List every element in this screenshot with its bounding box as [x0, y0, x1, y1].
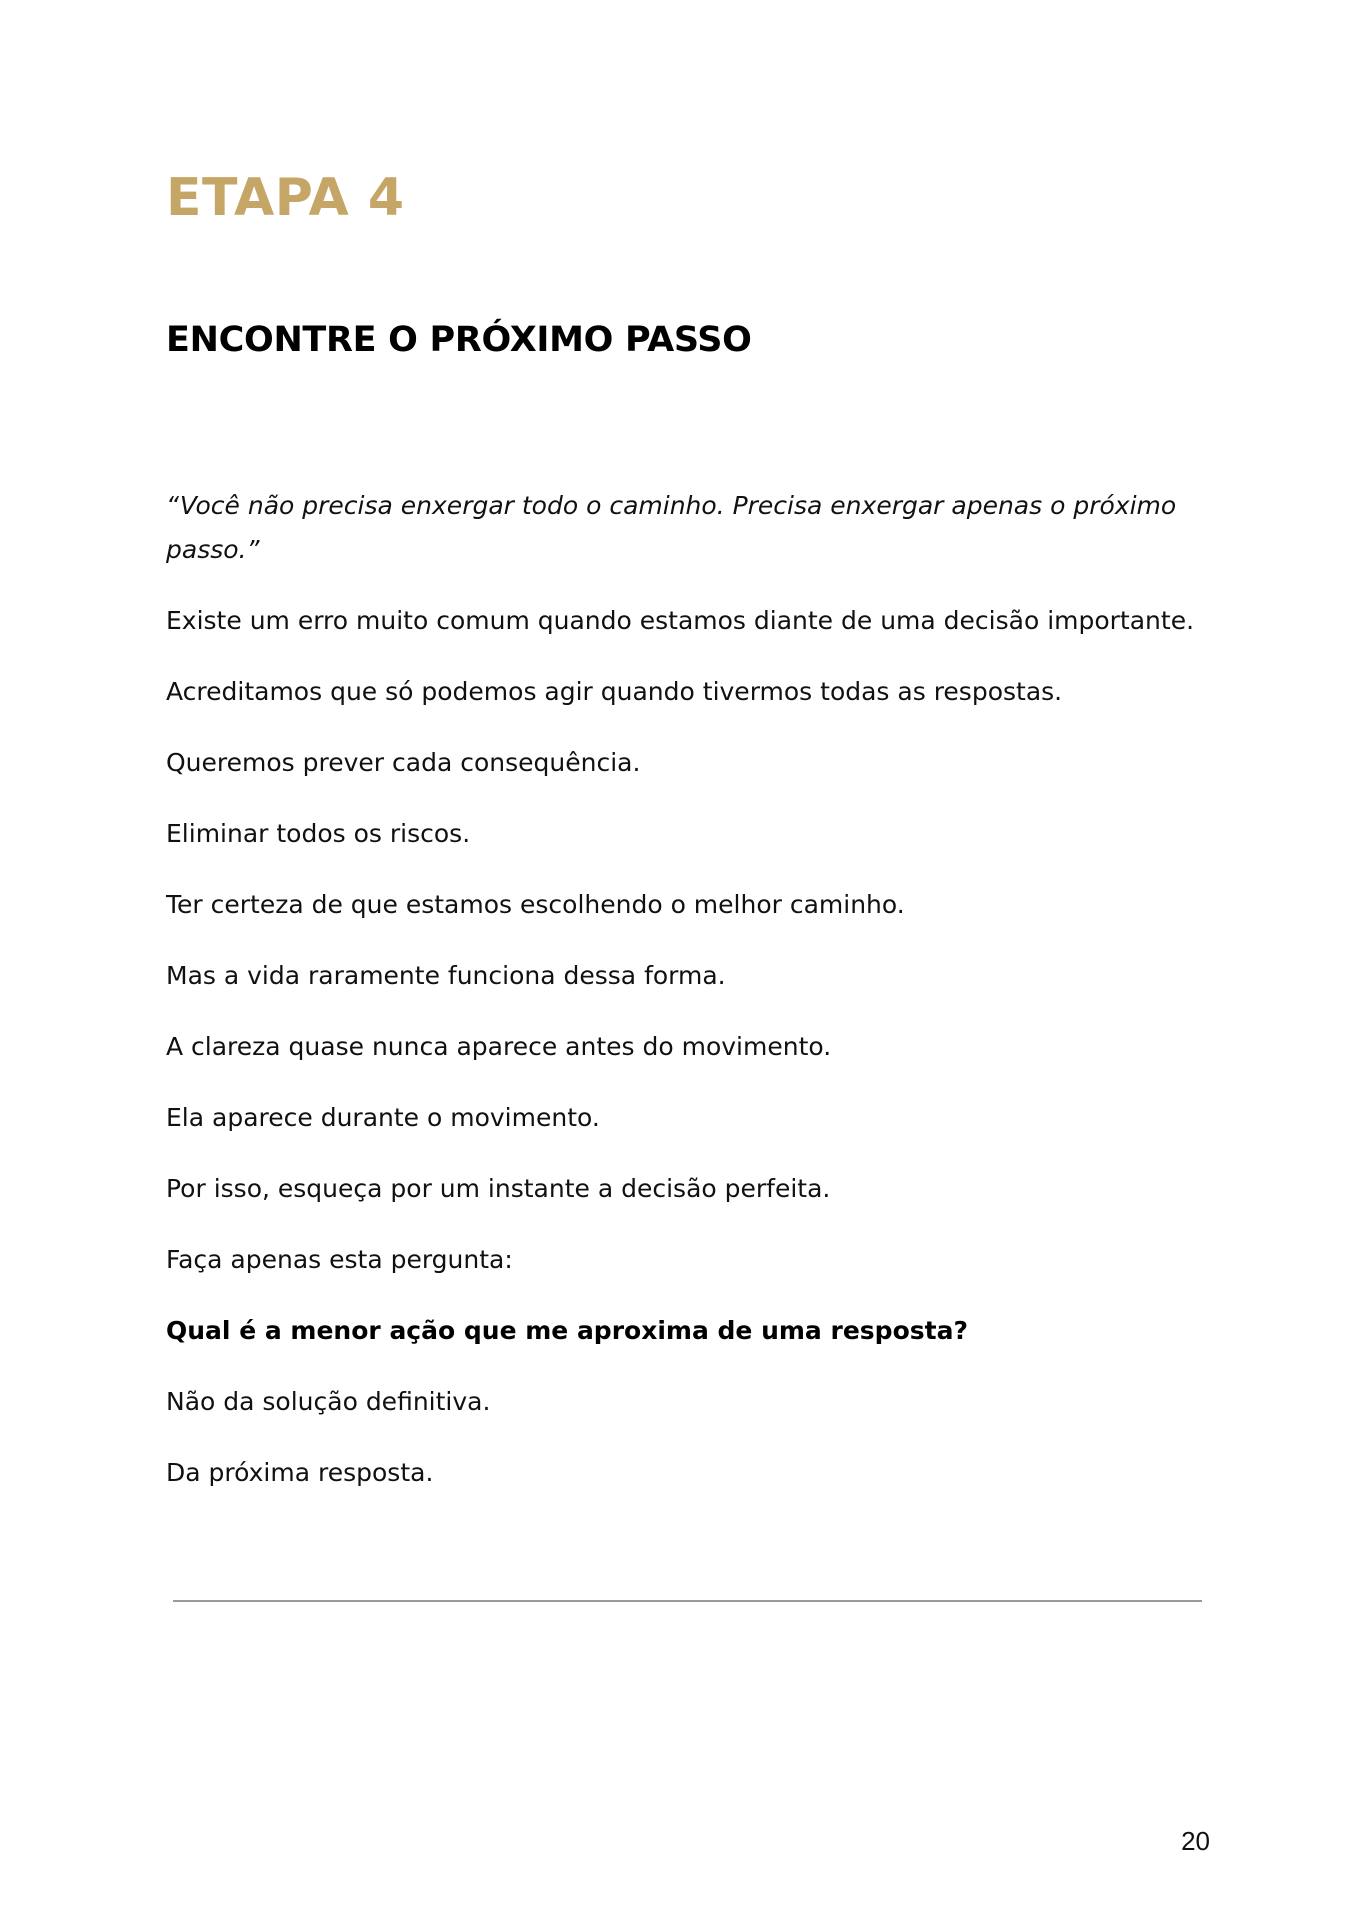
paragraph: Eliminar todos os riscos. [166, 819, 471, 848]
paragraph: Não da solução definitiva. [166, 1387, 491, 1416]
paragraph: Queremos prever cada consequência. [166, 748, 641, 777]
section-divider [173, 1600, 1202, 1602]
paragraph: Mas a vida raramente funciona dessa forma. [166, 961, 726, 990]
key-question: Qual é a menor ação que me aproxima de uma resposta? [166, 1316, 968, 1345]
body-text [166, 484, 1206, 1522]
paragraph: Faça apenas esta pergunta: [166, 1245, 513, 1274]
paragraph: A clareza quase nunca aparece antes do movimento. [166, 1032, 832, 1061]
epigraph-quote: “Você não precisa enxergar todo o caminho. Precisa enxergar apenas o próximo passo.” [166, 491, 1177, 564]
paragraph: Ela aparece durante o movimento. [166, 1103, 600, 1132]
paragraph: Da próxima resposta. [166, 1458, 434, 1487]
stage-title: ETAPA 4 [166, 168, 405, 228]
paragraph: Ter certeza de que estamos escolhendo o melhor caminho. [166, 890, 905, 919]
page-number: 20 [1181, 1826, 1210, 1856]
paragraph: Acreditamos que só podemos agir quando tivermos todas as respostas. [166, 677, 1063, 706]
section-title: ENCONTRE O PRÓXIMO PASSO [166, 320, 752, 360]
paragraph: Existe um erro muito comum quando estamos diante de uma decisão importante. [166, 606, 1195, 635]
paragraph: Por isso, esqueça por um instante a decisão perfeita. [166, 1174, 831, 1203]
